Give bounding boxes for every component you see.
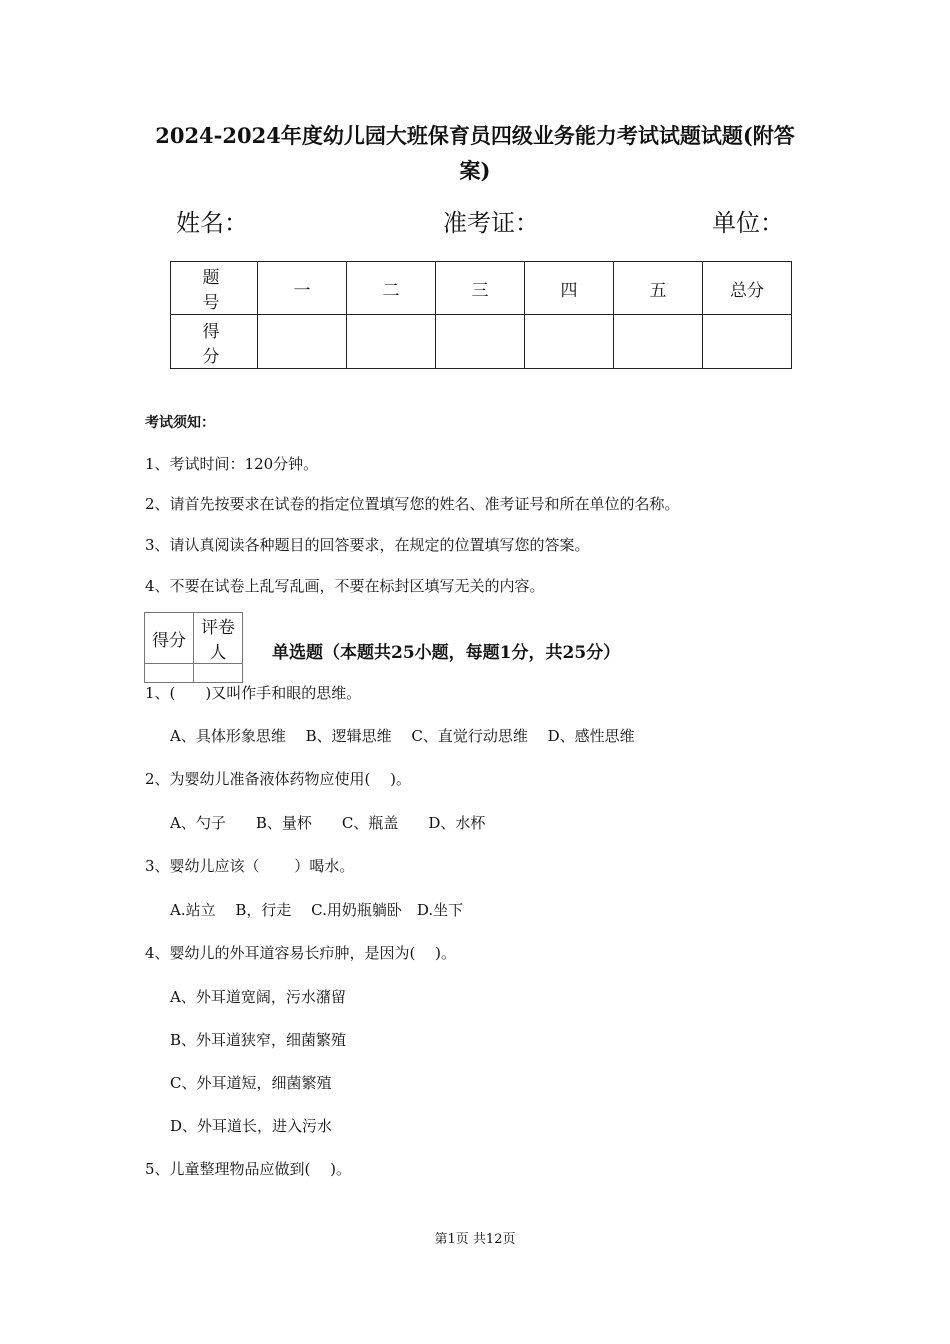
name-label: 姓名： <box>176 209 248 237</box>
score-cell[interactable] <box>614 315 703 369</box>
grader-table <box>144 612 243 683</box>
score-table <box>170 261 792 369</box>
question-4-option-d: D、外耳道长，进入污水 <box>170 1117 333 1135</box>
question-1-options: A、具体形象思维 B、逻辑思维 C、直觉行动思维 D、感性思维 <box>170 727 635 745</box>
question-4-option-a: A、外耳道宽阔，污水潴留 <box>170 988 346 1006</box>
question-1: 1、( )又叫作手和眼的思维。 <box>145 684 362 702</box>
notice-item: 2、请首先按要求在试卷的指定位置填写您的姓名、准考证号和所在单位的名称。 <box>145 495 680 513</box>
question-4-option-b: B、外耳道狭窄，细菌繁殖 <box>170 1031 347 1049</box>
notice-item: 1、考试时间：120分钟。 <box>145 455 319 473</box>
header-part-4: 四 <box>525 262 614 315</box>
question-2-options: A、勺子 B、量杯 C、瓶盖 D、水杯 <box>170 814 486 832</box>
score-cell[interactable] <box>525 315 614 369</box>
notice-item: 4、不要在试卷上乱写乱画，不要在标封区填写无关的内容。 <box>145 577 545 595</box>
grader-score-label: 得分 <box>145 613 194 664</box>
question-2: 2、为婴幼儿准备液体药物应使用( )。 <box>145 770 412 788</box>
score-cell[interactable] <box>258 315 347 369</box>
grader-reviewer-label: 评卷人 <box>194 613 243 664</box>
header-part-5: 五 <box>614 262 703 315</box>
score-cell[interactable] <box>436 315 525 369</box>
score-cell[interactable] <box>703 315 792 369</box>
question-5: 5、儿童整理物品应做到( )。 <box>145 1160 352 1178</box>
header-total: 总分 <box>703 262 792 315</box>
section-title: 单选题（本题共25小题，每题1分，共25分） <box>272 643 621 663</box>
grader-score-cell[interactable] <box>145 664 194 683</box>
header-part-2: 二 <box>347 262 436 315</box>
page-footer: 第1页 共12页 <box>434 1232 516 1247</box>
score-row-label: 得 分 <box>171 315 258 369</box>
header-question-number: 题 号 <box>171 262 258 315</box>
score-value-row <box>171 315 792 369</box>
exam-id-label: 准考证： <box>443 209 539 237</box>
question-4-option-c: C、外耳道短，细菌繁殖 <box>170 1074 332 1092</box>
notice-title: 考试须知： <box>145 415 215 431</box>
grader-reviewer-cell[interactable] <box>194 664 243 683</box>
header-part-1: 一 <box>258 262 347 315</box>
header-part-3: 三 <box>436 262 525 315</box>
question-4: 4、婴幼儿的外耳道容易长疖肿，是因为( )。 <box>145 944 457 962</box>
question-3-options: A.站立 B，行走 C.用奶瓶躺卧 D.坐下 <box>170 901 464 919</box>
unit-label: 单位： <box>712 209 784 237</box>
score-cell[interactable] <box>347 315 436 369</box>
score-header-row <box>171 262 792 315</box>
document-title <box>130 118 820 188</box>
title-line-2: 案) <box>459 158 491 183</box>
notice-item: 3、请认真阅读各种题目的回答要求，在规定的位置填写您的答案。 <box>145 536 590 554</box>
title-line-1: 2024-2024年度幼儿园大班保育员四级业务能力考试试题试题(附答 <box>155 123 795 148</box>
question-3: 3、婴幼儿应该（ ）喝水。 <box>145 857 355 875</box>
